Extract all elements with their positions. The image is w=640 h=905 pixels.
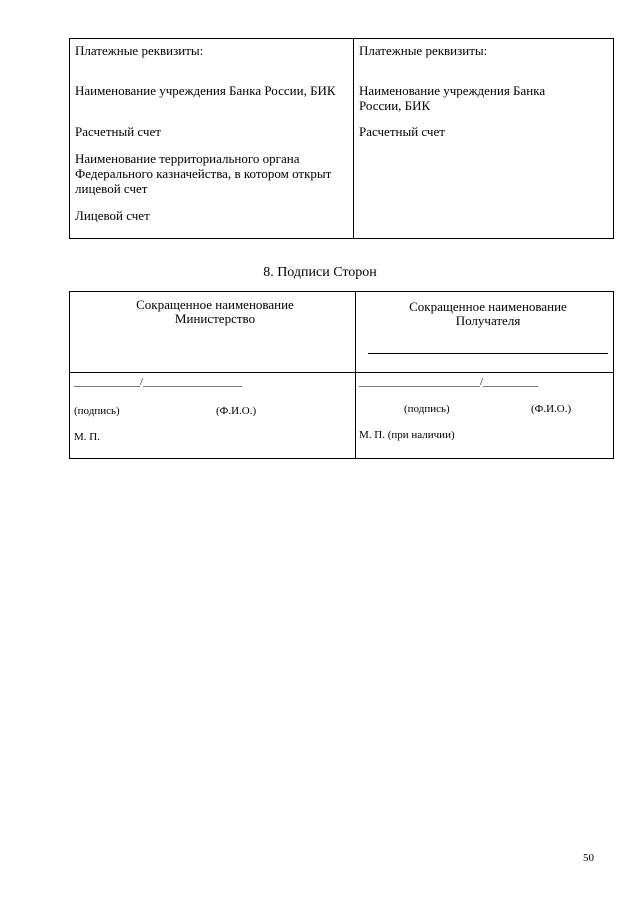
signatures-table: [69, 291, 614, 459]
page-number: 50: [583, 852, 594, 864]
row-divider: [70, 372, 613, 373]
column-divider: [355, 292, 356, 458]
personal-account-label: Лицевой счет: [75, 208, 150, 223]
payment-details-right-cell: [354, 39, 613, 238]
right-party-name: Сокращенное наименование Получателя: [409, 299, 567, 328]
payment-details-left-cell: [70, 39, 354, 238]
right-name-label: (Ф.И.О.): [531, 403, 572, 415]
left-signature-label: (подпись): [74, 405, 120, 417]
recipient-name-line: [368, 353, 608, 354]
account-label: Расчетный счет: [75, 124, 161, 139]
bank-name-label: Наименование учреждения Банка России, БИК: [359, 83, 546, 113]
payment-heading: Платежные реквизиты:: [75, 43, 204, 58]
payment-heading: Платежные реквизиты:: [359, 43, 488, 58]
right-signature-line: ______________________/__________: [359, 376, 539, 388]
right-signature-label: (подпись): [404, 403, 450, 415]
bank-name-label: Наименование учреждения Банка России, БИК: [75, 83, 336, 98]
right-stamp-label: М. П. (при наличии): [359, 429, 455, 441]
left-signature-line: ____________/__________________: [74, 376, 243, 388]
treasury-label: Наименование территориального органа Федерального казначейства, в котором открыт лицевой счет: [75, 151, 332, 196]
left-stamp-label: М. П.: [74, 431, 100, 443]
account-label: Расчетный счет: [359, 124, 445, 139]
left-party-name: Сокращенное наименование Министерство: [136, 297, 294, 326]
section-title: 8. Подписи Сторон: [263, 265, 377, 280]
payment-details-table: [69, 38, 614, 239]
left-name-label: (Ф.И.О.): [216, 405, 257, 417]
